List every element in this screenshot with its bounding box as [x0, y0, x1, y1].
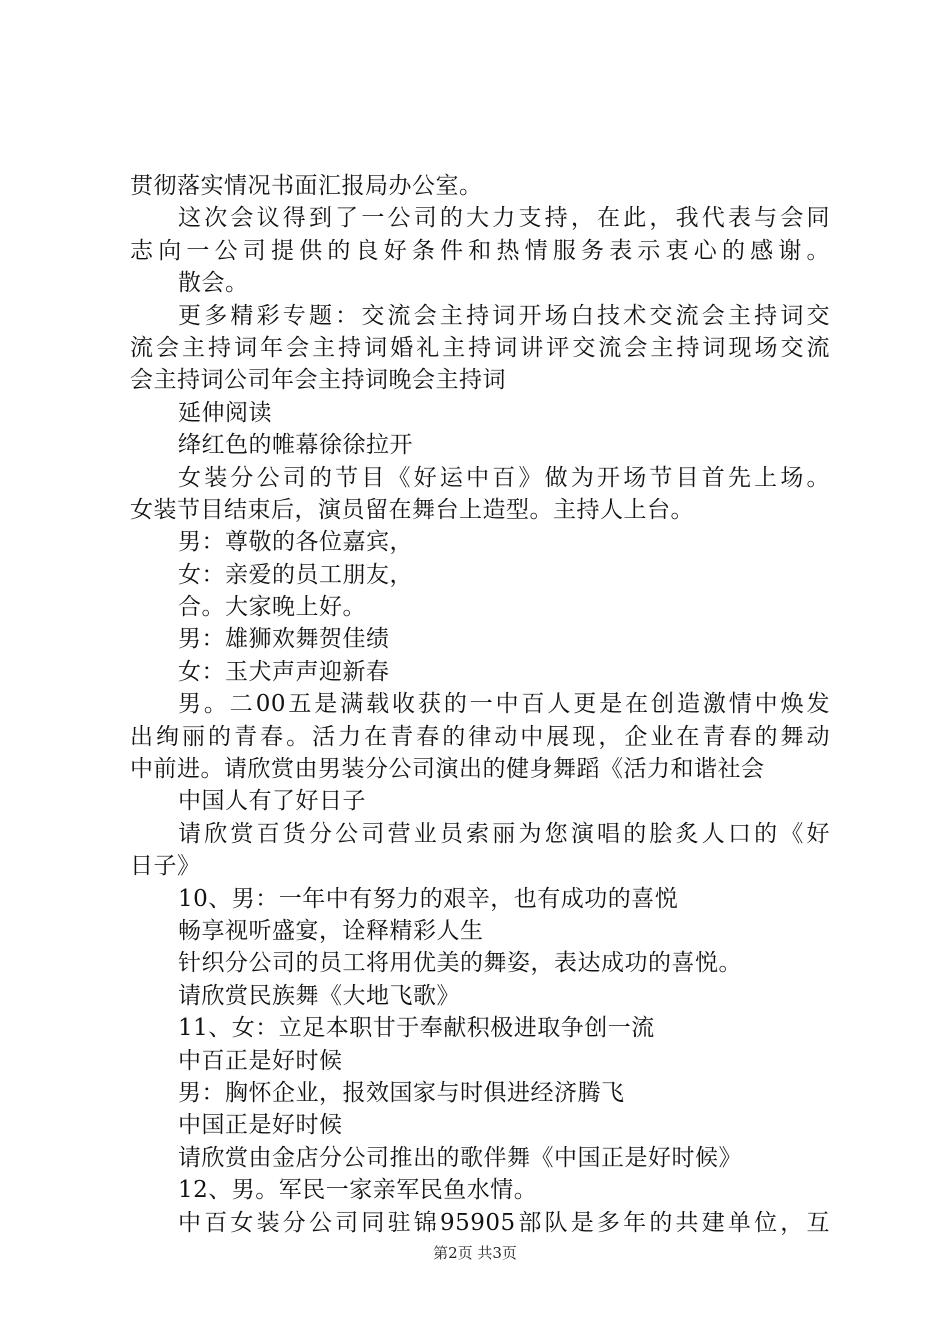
text-line: 男：雄狮欢舞贺佳绩 — [178, 626, 390, 653]
text-line: 延伸阅读 — [178, 399, 272, 426]
text-line: 中前进。请欣赏由男装分公司演出的健身舞蹈《活力和谐社会 — [130, 756, 765, 783]
text-line: 请欣赏由金店分公司推出的歌伴舞《中国正是好时候》 — [178, 1144, 742, 1171]
text-line: 针织分公司的员工将用优美的舞姿，表达成功的喜悦。 — [178, 950, 742, 977]
text-line: 流会主持词年会主持词婚礼主持词讲评交流会主持词现场交流 — [130, 334, 830, 361]
text-line: 男：尊敬的各位嘉宾， — [178, 529, 413, 556]
text-line: 11、女：立足本职甘于奉献积极进取争创一流 — [178, 1015, 655, 1042]
text-line: 女：亲爱的员工朋友， — [178, 561, 413, 588]
text-line: 请欣赏百货分公司营业员索丽为您演唱的脍炙人口的《好 — [178, 820, 830, 847]
document-body — [130, 170, 830, 1239]
text-line: 会主持词公司年会主持词晚会主持词 — [130, 367, 506, 394]
text-line: 男：胸怀企业，报效国家与时俱进经济腾飞 — [178, 1079, 625, 1106]
text-line: 散会。 — [178, 270, 249, 297]
text-line: 女装分公司的节目《好运中百》做为开场节目首先上场。 — [178, 464, 830, 491]
text-line: 志向一公司提供的良好条件和热情服务表示衷心的感谢。 — [130, 237, 830, 264]
text-line: 贯彻落实情况书面汇报局办公室。 — [130, 173, 483, 199]
text-line: 中国人有了好日子 — [178, 788, 366, 815]
text-line: 畅享视听盛宴，诠释精彩人生 — [178, 917, 484, 944]
page-number-footer: 第2页 共3页 — [433, 1244, 517, 1262]
text-line: 中百女装分公司同驻锦95905部队是多年的共建单位，互 — [178, 1209, 830, 1236]
text-line: 出绚丽的青春。活力在青春的律动中展现，企业在青春的舞动 — [130, 723, 830, 750]
text-line: 合。大家晚上好。 — [178, 594, 366, 621]
text-line: 中国正是好时候 — [178, 1112, 343, 1139]
text-line: 绛红色的帷幕徐徐拉开 — [178, 432, 413, 459]
text-line: 更多精彩专题：交流会主持词开场白技术交流会主持词交 — [178, 302, 830, 329]
text-line: 中百正是好时候 — [178, 1047, 343, 1074]
text-line: 女：玉犬声声迎新春 — [178, 658, 390, 685]
text-line: 女装节目结束后，演员留在舞台上造型。主持人上台。 — [130, 496, 694, 523]
text-line: 男。二00五是满载收获的一中百人更是在创造激情中焕发 — [178, 691, 830, 718]
text-line: 请欣赏民族舞《大地飞歌》 — [178, 982, 460, 1009]
text-line: 日子》 — [130, 853, 201, 880]
text-line: 12、男。军民一家亲军民鱼水情。 — [178, 1177, 538, 1204]
text-line: 10、男：一年中有努力的艰辛，也有成功的喜悦 — [178, 885, 679, 912]
text-line: 这次会议得到了一公司的大力支持，在此，我代表与会同 — [178, 205, 830, 232]
